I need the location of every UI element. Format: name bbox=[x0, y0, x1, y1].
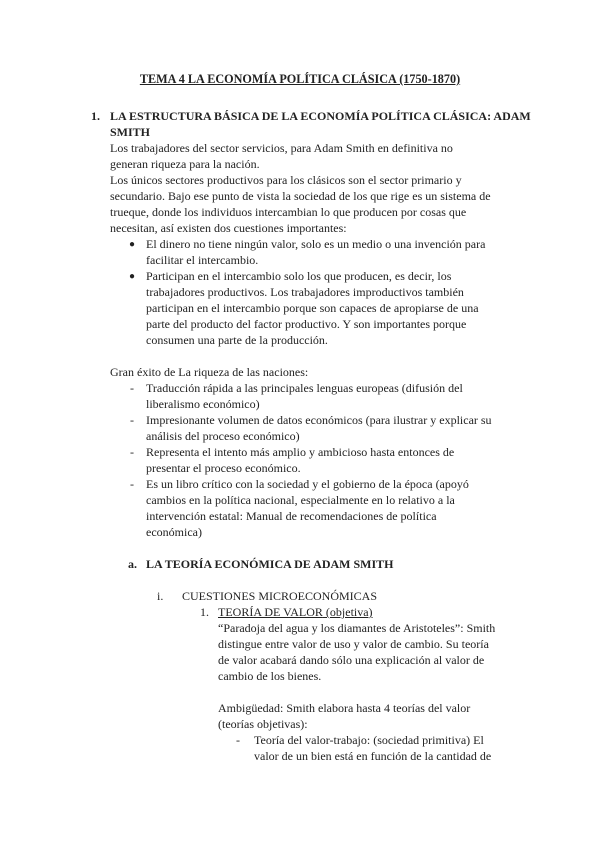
bullet-line: participan en el intercambio porque son capaces de apropiarse de una bbox=[146, 301, 479, 315]
paragraph-line: trueque, donde los individuos intercambian lo que producen por cosas que bbox=[110, 205, 467, 219]
dash-marker: - bbox=[236, 733, 240, 747]
bullet-line: Participan en el intercambio solo los que producen, es decir, los bbox=[146, 269, 452, 283]
item-1-paragraph-line: “Paradoja del agua y los diamantes de Aristoteles”: Smith bbox=[218, 621, 496, 635]
dash-line: Traducción rápida a las principales lenguas europeas (difusión del bbox=[146, 381, 463, 395]
paragraph-line: secundario. Bajo ese punto de vista la sociedad de los que rige es un sistema de bbox=[110, 189, 491, 203]
bullet-line: facilitar el intercambio. bbox=[146, 253, 259, 267]
dash-line: Representa el intento más amplio y ambicioso hasta entonces de bbox=[146, 445, 455, 459]
section-1-number: 1. bbox=[91, 109, 100, 123]
paragraph-line: Los únicos sectores productivos para los clásicos son el sector primario y bbox=[110, 173, 462, 187]
paragraph-line: Los trabajadores del sector servicios, para Adam Smith en definitiva no bbox=[110, 141, 453, 155]
bullet-line: parte del producto del factor productivo. Y son importantes porque bbox=[146, 317, 467, 331]
item-1-heading bbox=[218, 604, 373, 620]
dash-line: presentar el proceso económico. bbox=[146, 461, 301, 475]
dash-line: cambios en la política nacional, especialmente en lo relativo a la bbox=[146, 493, 455, 507]
dash-marker: - bbox=[130, 445, 134, 459]
item-1-heading-underlined: TEORÍA DE VALOR bbox=[218, 605, 323, 619]
dash-line: Teoría del valor-trabajo: (sociedad primitiva) El bbox=[254, 733, 484, 747]
bullet-line: trabajadores productivos. Los trabajadores improductivos también bbox=[146, 285, 464, 299]
paragraph-line: necesitan, así existen dos cuestiones importantes: bbox=[110, 221, 347, 235]
subsection-a-heading: LA TEORÍA ECONÓMICA DE ADAM SMITH bbox=[146, 557, 394, 571]
dash-line: análisis del proceso económico) bbox=[146, 429, 300, 443]
dash-line: Impresionante volumen de datos económicos (para ilustrar y explicar su bbox=[146, 413, 492, 427]
dash-marker: - bbox=[130, 381, 134, 395]
item-1-paragraph-line: Ambigüedad: Smith elabora hasta 4 teorías del valor bbox=[218, 701, 471, 715]
paragraph-line: generan riqueza para la nación. bbox=[110, 157, 260, 171]
item-1-heading-rest: (objetiva) bbox=[322, 605, 373, 619]
dash-line: económica) bbox=[146, 525, 202, 539]
roman-i-heading: CUESTIONES MICROECONÓMICAS bbox=[182, 589, 378, 603]
item-1-marker: 1. bbox=[200, 605, 209, 619]
item-1-paragraph-line: (teorías objetivas): bbox=[218, 717, 308, 731]
bullet-icon: ● bbox=[129, 239, 136, 250]
bullet-line: consumen una parte de la producción. bbox=[146, 333, 328, 347]
bullet-icon: ● bbox=[129, 271, 136, 282]
section-1-heading-line1: LA ESTRUCTURA BÁSICA DE LA ECONOMÍA POLÍTICA CLÁSICA: ADAM bbox=[110, 109, 531, 123]
exito-intro: Gran éxito de La riqueza de las naciones: bbox=[110, 365, 309, 379]
subsection-a-marker: a. bbox=[128, 557, 137, 571]
roman-i-marker: i. bbox=[157, 589, 164, 603]
section-1-heading-line2: SMITH bbox=[110, 125, 151, 139]
item-1-paragraph-line: de valor acabará dando sólo una explicación al valor de bbox=[218, 653, 485, 667]
document-title: TEMA 4 LA ECONOMÍA POLÍTICA CLÁSICA (1750-1870) bbox=[139, 72, 461, 86]
item-1-paragraph-line: cambio de los bienes. bbox=[218, 669, 322, 683]
item-1-paragraph-line: distingue entre valor de uso y valor de cambio. Su teoría bbox=[218, 637, 489, 651]
dash-line: liberalismo económico) bbox=[146, 397, 260, 411]
dash-marker: - bbox=[130, 477, 134, 491]
dash-line: Es un libro crítico con la sociedad y el gobierno de la época (apoyó bbox=[146, 477, 469, 491]
bullet-line: El dinero no tiene ningún valor, solo es un medio o una invención para bbox=[146, 237, 486, 251]
dash-marker: - bbox=[130, 413, 134, 427]
dash-line: valor de un bien está en función de la cantidad de bbox=[254, 749, 492, 763]
dash-line: intervención estatal: Manual de recomendaciones de política bbox=[146, 509, 437, 523]
